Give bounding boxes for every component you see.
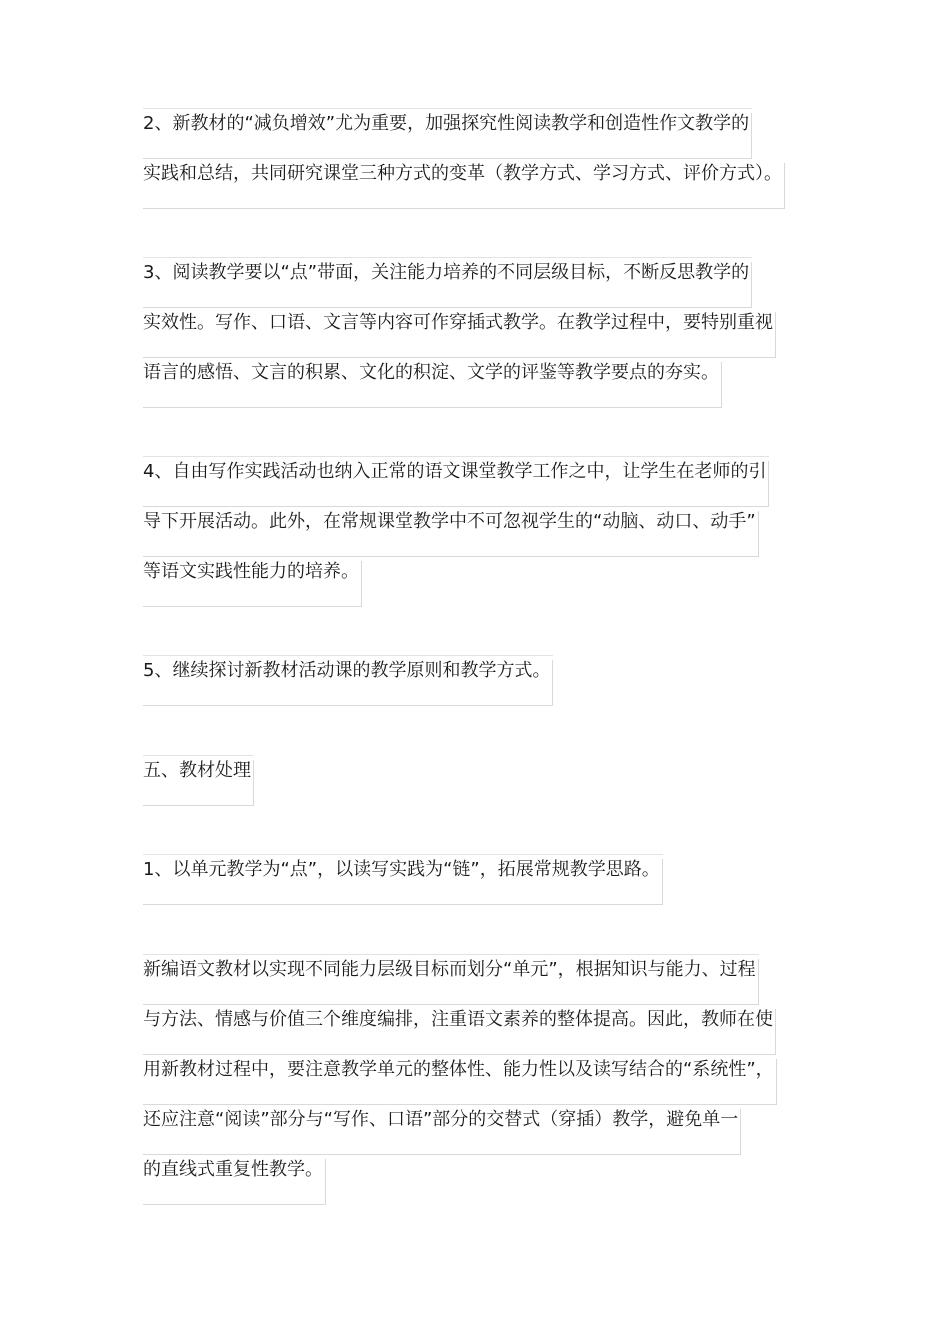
paragraph-item-2 (143, 109, 823, 209)
text-line: 还应注意“阅读”部分与“写作、口语”部分的交替式（穿插）教学，避免单一 (143, 1105, 823, 1155)
text-line: 实践和总结，共同研究课堂三种方式的变革（教学方式、学习方式、评价方式）。 (143, 159, 823, 209)
text-line: 等语文实践性能力的培养。 (143, 557, 823, 607)
section-heading (143, 756, 823, 806)
text-line: 3、阅读教学要以“点”带面，关注能力培养的不同层级目标，不断反思教学的 (143, 258, 823, 308)
text-line: 4、自由写作实践活动也纳入正常的语文课堂教学工作之中，让学生在老师的引 (143, 457, 823, 507)
text-line: 语言的感悟、文言的积累、文化的积淀、文学的评鉴等教学要点的夯实。 (143, 358, 823, 408)
paragraph-body (143, 955, 823, 1205)
text-line: 的直线式重复性教学。 (143, 1155, 823, 1205)
text-line: 实效性。写作、口语、文言等内容可作穿插式教学。在教学过程中，要特别重视 (143, 308, 823, 358)
text-line: 2、新教材的“减负增效”尤为重要，加强探究性阅读教学和创造性作文教学的 (143, 109, 823, 159)
paragraph-item-3 (143, 258, 823, 408)
text-line: 5、继续探讨新教材活动课的教学原则和教学方式。 (143, 656, 823, 706)
heading-line: 五、教材处理 (143, 756, 823, 806)
paragraph-item-4 (143, 457, 823, 607)
text-line: 导下开展活动。此外，在常规课堂教学中不可忽视学生的“动脑、动口、动手” (143, 507, 823, 557)
paragraph-item-1 (143, 855, 823, 905)
text-line: 1、以单元教学为“点”，以读写实践为“链”，拓展常规教学思路。 (143, 855, 823, 905)
text-line: 新编语文教材以实现不同能力层级目标而划分“单元”，根据知识与能力、过程 (143, 955, 823, 1005)
text-line: 用新教材过程中，要注意教学单元的整体性、能力性以及读写结合的“系统性”， (143, 1055, 823, 1105)
text-line: 与方法、情感与价值三个维度编排，注重语文素养的整体提高。因此，教师在使 (143, 1005, 823, 1055)
paragraph-item-5 (143, 656, 823, 706)
